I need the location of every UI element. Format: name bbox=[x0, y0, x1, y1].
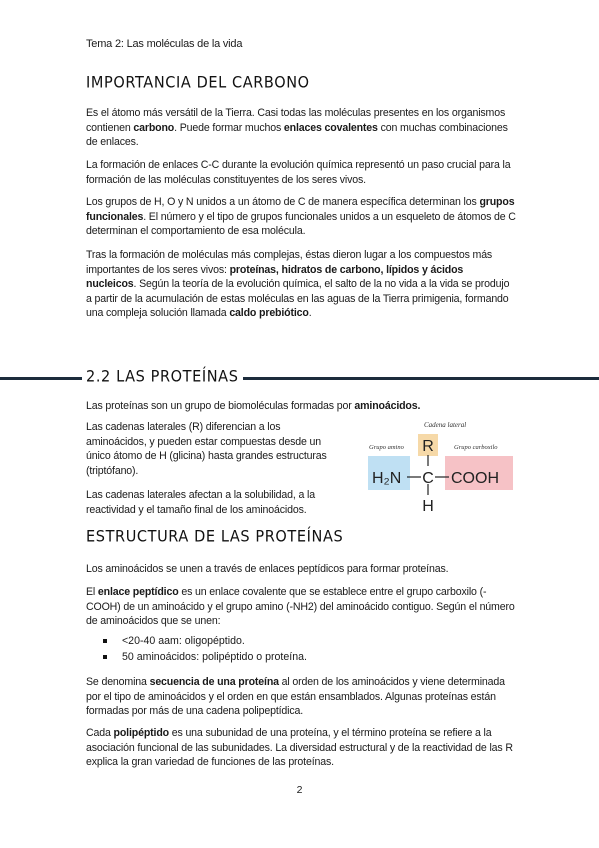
paragraph-sequence: Se denomina secuencia de una proteína al orden de los aminoácidos y viene determinada por el tipo de aminoácidos y el orden en que están ensamblados. Algunas proteínas están formadas por más de una cadena polipeptídica. bbox=[86, 676, 505, 718]
paragraph-polypeptide: Cada polipéptido es una subunidad de una proteína, y el término proteína se refiere a la asociación funcional de las subunidades. La diversidad estructural y de la reactividad de las R explica la gran variedad de funciones de las proteínas. bbox=[86, 727, 513, 769]
paragraph-carbon-4: Tras la formación de moléculas más complejas, éstas dieron lugar a los compuestos más importantes de los seres vivos: proteínas, hidratos de carbono, lípidos y ácidos nucleicos. Según la teoría de la evolución química, el salto de la no vida a la vida se produjo a partir de la acumulación de estas moléculas en las aguas de la Tierra primigenia, formando una compleja solución llamada caldo prebiótico. bbox=[86, 249, 510, 320]
label-amino-group: Grupo amino bbox=[369, 444, 404, 451]
section-title-carbon: IMPORTANCIA DEL CARBONO bbox=[86, 74, 310, 92]
atom-h: H bbox=[422, 498, 434, 515]
paragraph-carbon-3: Los grupos de H, O y N unidos a un átomo de C de manera específica determinan los grupos funcionales. El número y el tipo de grupos funcionales unidos a un esqueleto de átomos de C determinan el comportamiento de esa molécula. bbox=[86, 196, 516, 238]
list-item: 50 aminoácidos: polipéptido o proteína. bbox=[100, 650, 307, 666]
paragraph-carbon-2: La formación de enlaces C-C durante la evolución química representó un paso crucial para la formación de las moléculas constituyentes de los seres vivos. bbox=[86, 159, 511, 186]
section-title-structure: ESTRUCTURA DE LAS PROTEÍNAS bbox=[86, 528, 344, 546]
paragraph-carbon-1: Es el átomo más versátil de la Tierra. Casi todas las moléculas presentes en los organismos contienen carbono. Puede formar muchos enlaces covalentes con muchas combinaciones de enlaces. bbox=[86, 107, 508, 149]
paragraph-side-chains: Las cadenas laterales (R) diferencian a los aminoácidos, y pueden estar compuestas desde un único átomo de H (glicina) hasta grandes estructuras (triptófano). bbox=[86, 421, 327, 477]
paragraph-side-chain-effects: Las cadenas laterales afectan a la solubilidad, a la reactividad y el tamaño final de los aminoácidos. bbox=[86, 489, 315, 516]
section-divider-left bbox=[0, 377, 82, 380]
page-number: 2 bbox=[296, 784, 303, 796]
atom-r: R bbox=[422, 438, 434, 455]
peptide-size-list bbox=[100, 634, 307, 665]
section-title-proteins: 2.2 LAS PROTEÍNAS bbox=[86, 368, 243, 386]
paragraph-structure-1: Los aminoácidos se unen a través de enlaces peptídicos para formar proteínas. bbox=[86, 563, 449, 575]
label-side-chain: Cadena lateral bbox=[424, 421, 467, 429]
atom-cooh: COOH bbox=[451, 470, 499, 487]
list-item: <20-40 aam: oligopéptido. bbox=[100, 634, 307, 650]
label-carboxyl-group: Grupo carboxilo bbox=[454, 444, 498, 451]
amino-acid-structure-diagram bbox=[366, 416, 516, 516]
atom-c: C bbox=[422, 470, 434, 487]
paragraph-peptide-bond: El enlace peptídico es un enlace covalente que se establece entre el grupo carboxilo (-COOH) de un aminoácido y el grupo amino (-NH2) del aminoácido contiguo. Según el número de aminoácidos que se unen: bbox=[86, 586, 515, 628]
atom-h2n: H₂N bbox=[372, 470, 402, 487]
paragraph-proteins-1: Las proteínas son un grupo de biomoléculas formadas por aminoácidos. bbox=[86, 400, 421, 412]
page-header: Tema 2: Las moléculas de la vida bbox=[86, 38, 243, 50]
section-divider-right bbox=[236, 377, 599, 380]
